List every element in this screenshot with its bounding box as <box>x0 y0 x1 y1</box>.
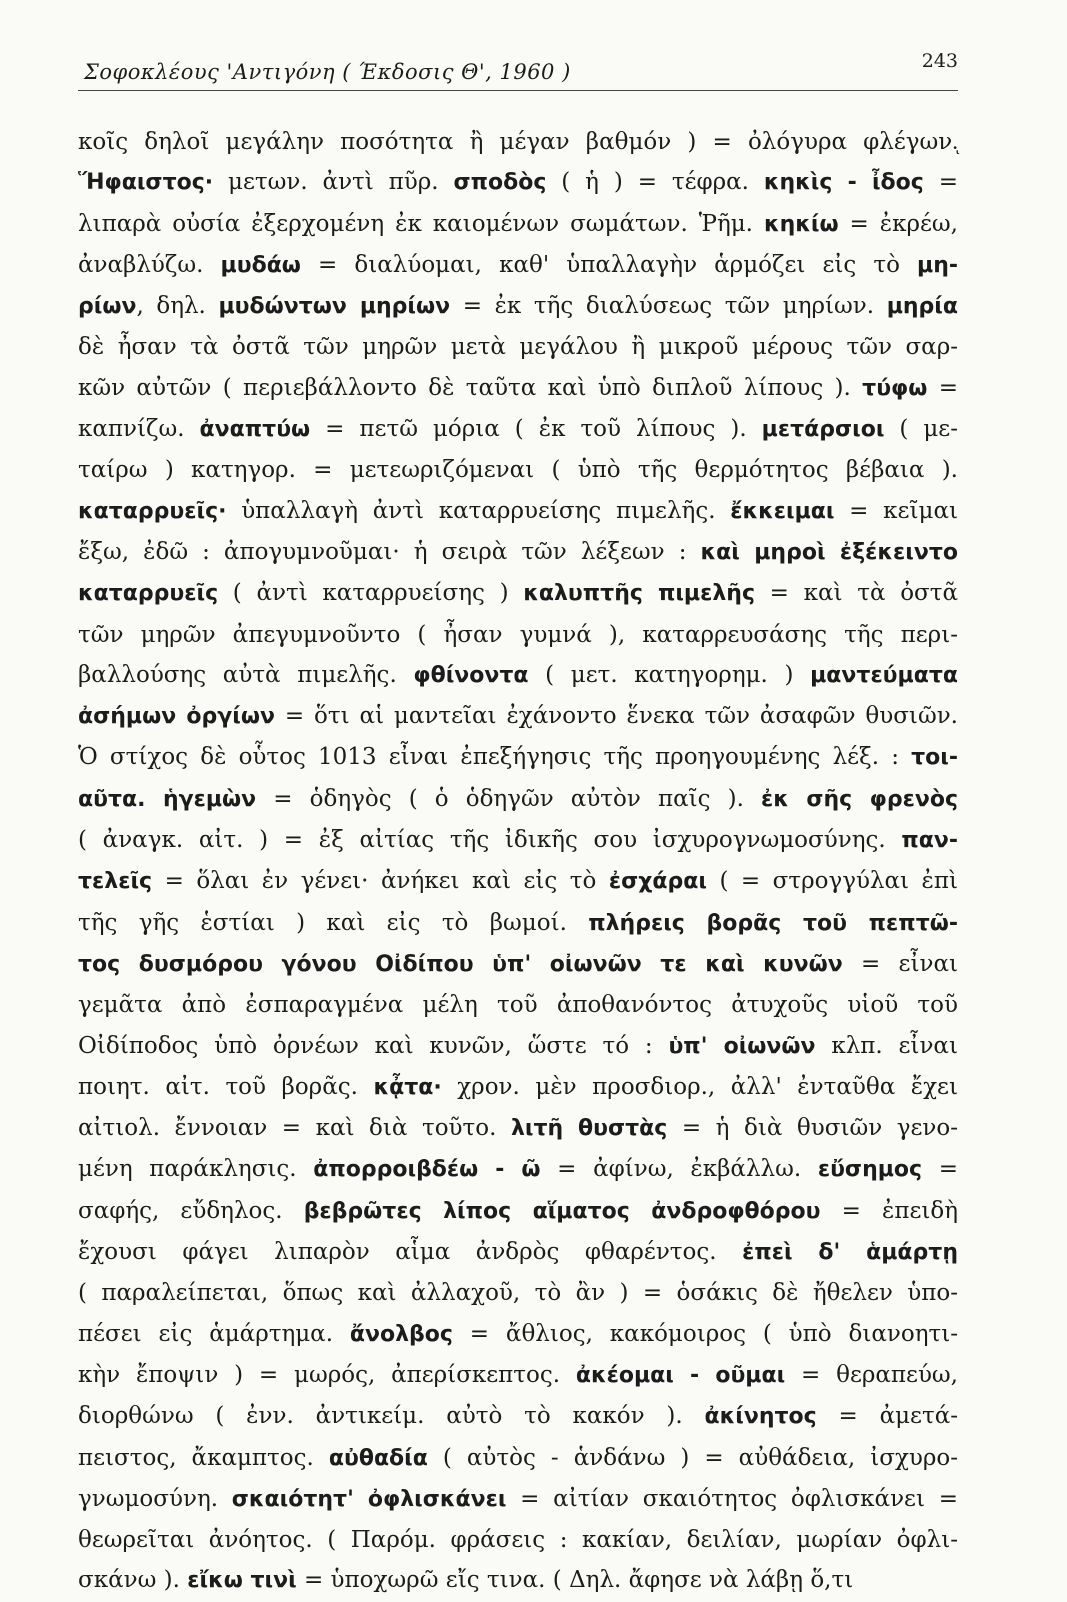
lemma-term: εἴκω τινὶ <box>187 1568 297 1594</box>
lemma-term: μυδώντων μηρίων <box>218 294 451 320</box>
lemma-term: αὐθαδία <box>328 1445 428 1471</box>
text-line <box>78 985 958 1025</box>
lemma-term: ἔκκειμαι <box>730 498 835 524</box>
text-line <box>78 245 958 286</box>
page-number: 243 <box>921 50 958 72</box>
lemma-term: ἐπεὶ δ' ἁμάρτῃ <box>742 1240 958 1266</box>
lemma-term: καλυπτῆς πιμελῆς <box>523 581 755 607</box>
page-header <box>78 42 958 91</box>
text-line <box>78 1149 958 1190</box>
text-line <box>78 1560 958 1601</box>
gloss-text: Οἰδίποδος ὑπὸ ὀρνέων καὶ κυνῶν, ὥστε τό : <box>78 1032 669 1059</box>
gloss-text: ταίρω ) κατηγορ. = μετεωριζόμεναι ( ὑπὸ τῆς θερμότητος βέβαια ). <box>78 457 958 484</box>
lemma-term: ὑπ' οἰωνῶν <box>668 1033 816 1059</box>
lemma-term: σποδὸς <box>453 170 547 196</box>
text-line <box>78 1026 958 1067</box>
gloss-text: τῆς γῆς ἑστίαι ) καὶ εἰς τὸ βωμοί. <box>78 909 589 936</box>
gloss-text: ( μετ. κατηγορημ. ) <box>528 661 811 688</box>
gloss-text: αἰτιολ. ἔννοιαν = καὶ διὰ τοῦτο. <box>78 1115 511 1142</box>
lemma-term: παν- <box>901 828 958 854</box>
gloss-text: δὲ ἦσαν τὰ ὀστᾶ τῶν μηρῶν μετὰ μεγάλου ἢ μικροῦ μέρους τῶν σαρ- <box>78 334 958 361</box>
running-title: Σοφοκλέους 'Αντιγόνη ( Έκδοσις Θ', 1960 ) <box>84 60 571 84</box>
gloss-text: κὴν ἔποψιν ) = μωρός, ἀπερίσκεπτος. <box>78 1361 576 1388</box>
text-line <box>78 737 958 778</box>
gloss-text: κλπ. εἶναι <box>815 1032 958 1059</box>
gloss-text: , δηλ. <box>136 293 219 320</box>
gloss-text: κῶν αὐτῶν ( περιεβάλλοντο δὲ ταῦτα καὶ ὑπὸ διπλοῦ λίπους ). <box>78 374 863 401</box>
lemma-term: ἀσήμων ὀργίων <box>78 704 275 730</box>
text-line <box>78 368 958 409</box>
gloss-text: σκάνω ). <box>78 1567 188 1594</box>
gloss-text: ἔξω, ἐδῶ : ἀπογυμνοῦμαι· ἡ σειρὰ τῶν λέξεων : <box>78 538 701 565</box>
lemma-term: κηκὶς - ἶδος <box>763 170 924 196</box>
lemma-term: ἀκέομαι - οῦμαι <box>575 1362 786 1388</box>
text-line <box>78 204 958 245</box>
gloss-text: = ὅλαι ἐν γένει· ἀνήκει καὶ εἰς τὸ <box>152 868 609 895</box>
gloss-text: καπνίζω. <box>78 416 200 443</box>
gloss-text: θεωρεῖται ἀνόητος. ( Παρόμ. φράσεις : κακίαν, δειλίαν, μωρίαν ὀφλι- <box>78 1527 958 1554</box>
lemma-term: ἐσχάραι <box>608 869 707 895</box>
gloss-text: ( ἡ ) = τέφρα. <box>546 169 764 196</box>
text-line <box>78 779 958 820</box>
lemma-term: ἀπορροιβδέω - ῶ <box>313 1157 541 1183</box>
gloss-text: ποιητ. αἰτ. τοῦ βορᾶς. <box>78 1073 374 1100</box>
gloss-text: ( παραλείπεται, ὅπως καὶ ἀλλαχοῦ, τὸ ἂν ) = ὁσάκις δὲ ἤθελεν ὑπο- <box>78 1280 958 1307</box>
lemma-term: καταρρυεῖς <box>78 581 219 607</box>
gloss-text: = ἐκ τῆς διαλύσεως τῶν μηρίων. <box>450 293 887 320</box>
text-line <box>78 532 958 573</box>
text-line <box>78 450 958 490</box>
gloss-text: = <box>927 374 958 401</box>
text-line <box>78 573 958 614</box>
gloss-text: ( ἀντὶ καταρρυείσης ) <box>218 580 524 607</box>
gloss-text: τῶν μηρῶν ἀπεγυμνοῦντο ( ἦσαν γυμνά ), καταρρευσάσης τῆς περι- <box>78 621 958 648</box>
text-line <box>78 1314 958 1355</box>
gloss-text: = αἰτίαν σκαιότητος ὀφλισκάνει = <box>506 1485 959 1512</box>
lemma-term: αῦτα. ἡγεμὼν <box>78 786 257 812</box>
gloss-text: μένη παράκλησις. <box>78 1156 314 1183</box>
text-line <box>78 162 958 203</box>
text-line <box>78 1273 958 1313</box>
gloss-text: σαφής, εὔδηλος. <box>78 1197 304 1224</box>
lemma-term: μη- <box>917 252 959 278</box>
text-line <box>78 820 958 861</box>
gloss-text: = ἀφίνω, ἐκβάλλω. <box>540 1156 818 1183</box>
gloss-text: κοῖς δηλοῖ μεγάλην ποσότητα ἢ μέγαν βαθμόν ) = ὀλόγυρα φλέγων.ͅ <box>78 129 958 155</box>
lemma-term: τελεῖς <box>78 869 153 895</box>
lemma-term: ρίων <box>78 294 137 320</box>
gloss-text: ἔχουσι φάγει λιπαρὸν αἷμα ἀνδρὸς φθαρέντος. <box>78 1239 743 1266</box>
gloss-text: λιπαρὰ οὐσία ἐξερχομένη ἐκ καιομένων σωμάτων. Ῥῆμ. <box>78 210 764 237</box>
gloss-text: ἀναβλύζω. <box>78 251 221 278</box>
lemma-term: λιτῆ θυστὰς <box>510 1116 668 1142</box>
text-line <box>78 327 958 367</box>
gloss-text: γνωμοσύνη. <box>78 1485 232 1512</box>
text-line <box>78 1520 958 1560</box>
gloss-text: πέσει εἰς ἁμάρτημα. <box>78 1320 350 1347</box>
gloss-text: μετων. ἀντὶ πῦρ. <box>213 169 454 196</box>
lemma-term: ἀκίνητος <box>704 1404 817 1430</box>
gloss-text: = πετῶ μόρια ( ἐκ τοῦ λίπους ). <box>310 416 762 443</box>
gloss-text: ( = στρογγύλαι ἐπὶ <box>706 868 959 895</box>
gloss-text: διορθώνω ( ἐνν. ἀντικείμ. αὐτὸ τὸ κακόν ). <box>78 1403 705 1430</box>
lemma-term: τύφω <box>862 375 928 401</box>
text-line <box>78 1191 958 1232</box>
text-line <box>78 696 958 737</box>
lemma-term: μετάρσιοι <box>761 417 885 443</box>
gloss-text: = <box>923 169 958 196</box>
lemma-term: βεβρῶτες λίπος αἵματος ἀνδροφθόρου <box>303 1198 821 1224</box>
text-line <box>78 655 958 696</box>
gloss-text: = θεραπεύω, <box>785 1361 958 1388</box>
text-line <box>78 409 958 450</box>
gloss-text: = διαλύομαι, καθ' ὑπαλλαγὴν ἁρμόζει εἰς τὸ <box>300 251 918 278</box>
gloss-text: = εἶναι <box>842 950 959 977</box>
lemma-term: μαντεύματα <box>810 662 958 688</box>
gloss-text: = ὅτι αἱ μαντεῖαι ἐχάνοντο ἕνεκα τῶν ἀσαφῶν θυσιῶν. <box>274 703 958 730</box>
gloss-text: πειστος, ἄκαμπτος. <box>78 1444 329 1471</box>
text-line <box>78 1396 958 1437</box>
gloss-text: = ἐκρέω, <box>838 210 958 237</box>
lemma-term: ἐκ σῆς φρενὸς <box>761 786 959 812</box>
text-line <box>78 1232 958 1273</box>
gloss-text: = κεῖμαι <box>834 497 958 524</box>
text-line <box>78 615 958 655</box>
lemma-term: κηκίω <box>763 211 839 237</box>
text-line <box>78 1067 958 1108</box>
text-line <box>78 122 958 162</box>
gloss-text: = καὶ τὰ ὀστᾶ <box>755 580 958 607</box>
gloss-text: = ὑποχωρῶ εἴς τινα. ( Δηλ. ἄφησε νὰ λάβῃ ὅ,τι <box>296 1567 854 1594</box>
lemma-term: πλήρεις βορᾶς τοῦ πεπτῶ- <box>588 910 958 936</box>
gloss-text: = ἀμετά- <box>816 1403 958 1430</box>
lemma-term: τοι- <box>911 745 958 771</box>
gloss-text: = <box>922 1156 958 1183</box>
text-line <box>78 1479 958 1520</box>
lemma-term: φθίνοντα <box>413 662 529 688</box>
lemma-term: σκαιότητ' ὀφλισκάνει <box>231 1486 507 1512</box>
lemma-term: εὔσημος <box>817 1157 923 1183</box>
lemma-term: καταρρυεῖς· <box>78 498 227 524</box>
text-line <box>78 944 958 985</box>
lemma-term: μηρία <box>886 294 958 320</box>
gloss-text: ὑπαλλαγὴ ἀντὶ καταρρυείσης πιμελῆς. <box>226 497 731 524</box>
text-line <box>78 1438 958 1479</box>
text-line <box>78 903 958 944</box>
lemma-term: κᾆτα· <box>373 1074 442 1100</box>
gloss-text: χρον. μὲν προσδιορ., ἀλλ' ἐνταῦθα ἔχει <box>441 1073 958 1100</box>
lemma-term: μυδάω <box>220 252 301 278</box>
text-line <box>78 861 958 902</box>
lemma-term: τος δυσμόρου γόνου Οἰδίπου ὑπ' οἰωνῶν τε καὶ κυνῶν <box>78 951 843 977</box>
text-line <box>78 1355 958 1396</box>
gloss-text: = ἐπειδὴ <box>820 1197 958 1224</box>
gloss-text: = ἡ διὰ θυσιῶν γενο- <box>667 1115 959 1142</box>
gloss-text: Ὁ στίχος δὲ οὗτος 1013 εἶναι ἐπεξήγησις τῆς προηγουμένης λέξ. : <box>78 744 912 771</box>
gloss-text: ( ἀναγκ. αἰτ. ) = ἐξ αἰτίας τῆς ἰδικῆς σου ἰσχυρογνωμοσύνης. <box>78 827 902 854</box>
commentary-text <box>78 122 958 1602</box>
gloss-text: = ἄθλιος, κακόμοιρος ( ὑπὸ διανοητι- <box>452 1320 958 1347</box>
gloss-text: ( με- <box>884 416 958 443</box>
gloss-text: ( αὐτὸς - ἁνδάνω ) = αὐθάδεια, ἰσχυρο- <box>427 1444 959 1471</box>
lemma-term: ἄνολβος <box>349 1321 453 1347</box>
lemma-term: ἀναπτύω <box>199 417 311 443</box>
text-line <box>78 491 958 532</box>
gloss-text: βαλλούσης αὐτὰ πιμελῆς. <box>78 661 414 688</box>
lemma-term: καὶ μηροὶ ἐξέκειντο <box>700 539 958 565</box>
text-line <box>78 286 958 327</box>
gloss-text: γεμᾶτα ἀπὸ ἐσπαραγμένα μέλη τοῦ ἀποθανόντος ἀτυχοῦς υἱοῦ τοῦ <box>78 992 958 1019</box>
lemma-term: Ἥφαιστος· <box>78 170 214 196</box>
gloss-text: = ὁδηγὸς ( ὁ ὁδηγῶν αὐτὸν παῖς ). <box>256 785 762 812</box>
text-line <box>78 1108 958 1149</box>
